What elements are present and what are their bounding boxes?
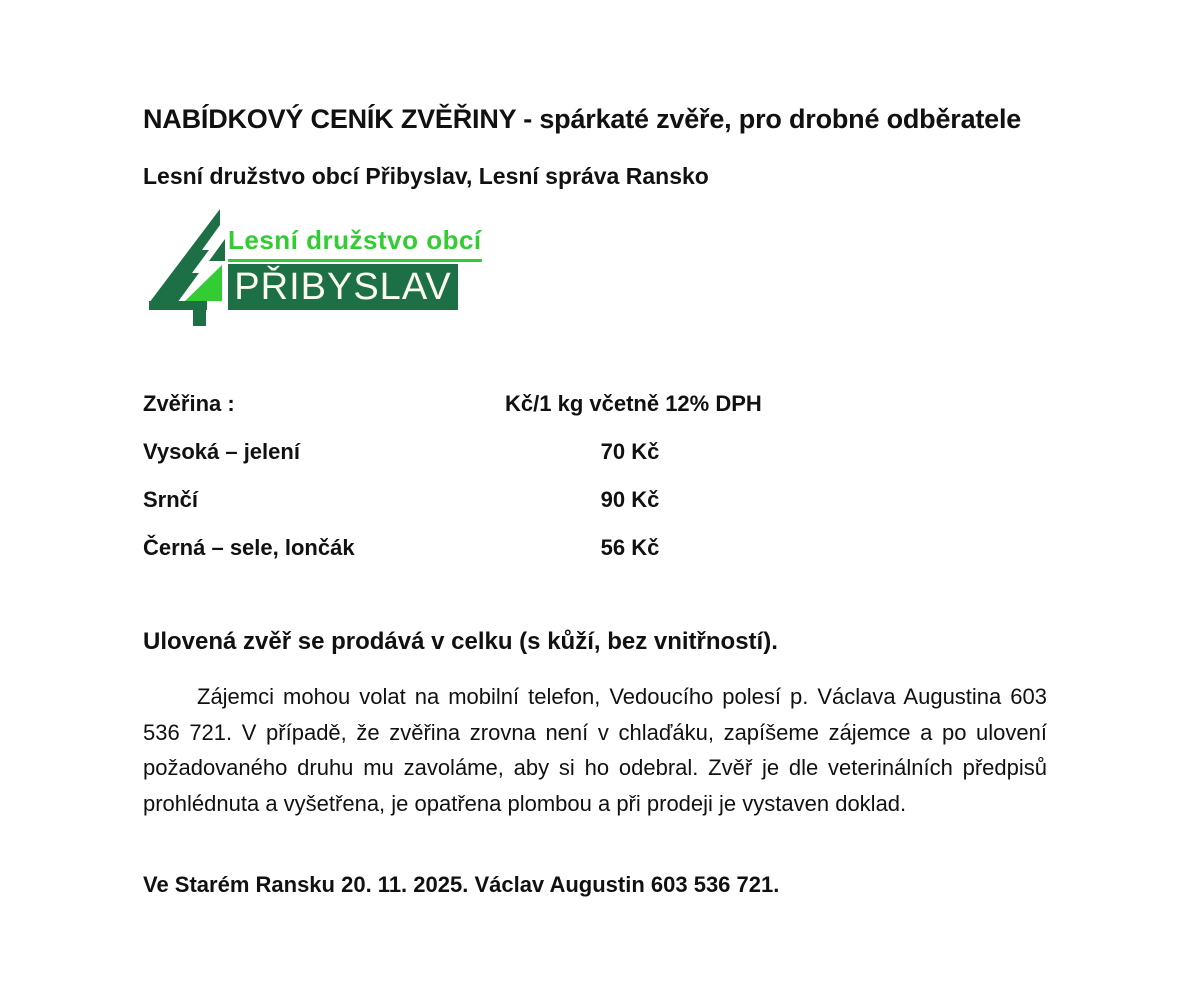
company-logo	[143, 203, 482, 329]
row-item-price: 56 Kč	[600, 535, 660, 560]
logo-text-block	[228, 225, 482, 310]
contact-paragraph: Zájemci mohou volat na mobilní telefon, Vedoucího polesí p. Václava Augustina 603 536 721. V případě, že zvěřina zrovna není v chlaďáku, zapíšeme zájemce a po ulovení požadovaného druhu mu zavoláme, aby si ho odebral. Zvěř je dle veterinálních předpisů prohlédnuta a vyšetřena, je opatřena plombou a při prodeji je vystaven doklad.	[143, 684, 1047, 816]
logo-city-banner: PŘIBYSLAV	[228, 264, 458, 310]
document-subtitle: Lesní družstvo obcí Přibyslav, Lesní správa Ransko	[143, 163, 709, 189]
logo-coop-name: Lesní družstvo obcí	[228, 225, 482, 262]
row-item-label: Vysoká – jelení	[143, 439, 300, 464]
table-row	[143, 438, 1047, 486]
signature-line: Ve Starém Ransku 20. 11. 2025. Václav Augustin 603 536 721.	[143, 872, 780, 897]
row-item-price: 70 Kč	[600, 439, 660, 464]
price-table	[143, 390, 1047, 582]
row-item-label: Černá – sele, lončák	[143, 535, 355, 560]
document-title: NABÍDKOVÝ CENÍK ZVĚŘINY - spárkaté zvěře, pro drobné odběratele	[143, 104, 1022, 134]
row-item-label: Srnčí	[143, 487, 199, 512]
row-item-price: 90 Kč	[600, 487, 660, 512]
price-table-header-row	[143, 390, 1047, 438]
table-row	[143, 486, 1047, 534]
sale-note-heading: Ulovená zvěř se prodává v celku (s kůží, bez vnitřností).	[143, 628, 778, 655]
table-row	[143, 534, 1047, 582]
column-header-game: Zvěřina :	[143, 391, 235, 416]
column-header-price: Kč/1 kg včetně 12% DPH	[505, 391, 762, 416]
